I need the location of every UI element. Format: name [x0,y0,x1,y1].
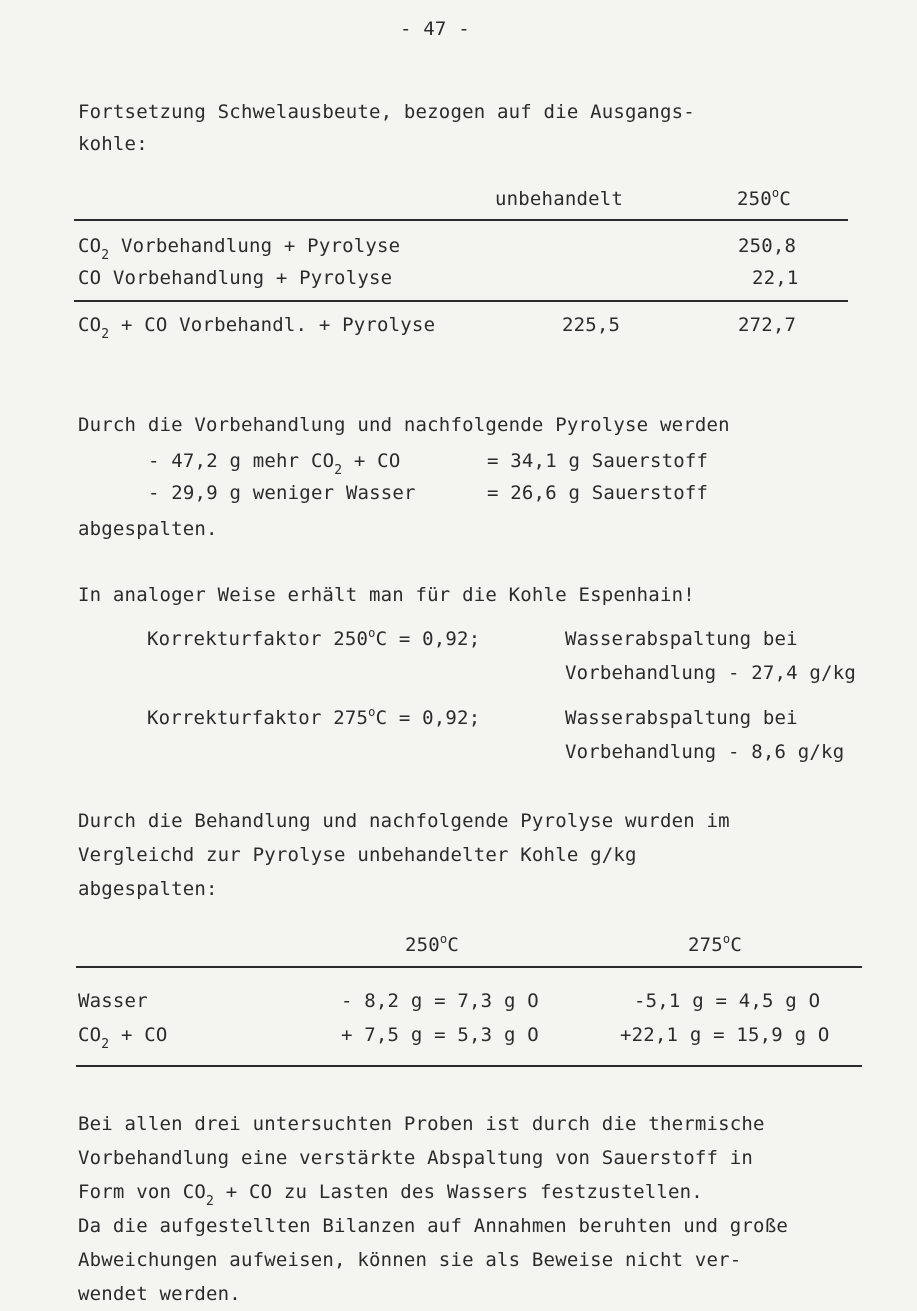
para4-line-4: Da die aufgestellten Bilanzen auf Annahmen beruhten und große [78,1215,788,1237]
korrektur-250-vorbehandlung: Vorbehandlung - 27,4 g/kg [565,662,856,684]
para3-line-1: Durch die Behandlung und nachfolgende Pyrolyse wurden im [78,810,730,832]
table2-row2-250: + 7,5 g = 5,3 g O [341,1024,539,1046]
korrektur-275-wasser: Wasserabspaltung bei [565,707,798,729]
para2-line-1: In analoger Weise erhält man für die Kohle Espenhain! [78,584,695,606]
table2-header-250: 250$^o$C [405,932,459,956]
para1-line-3: - 29,9 g weniger Wasser [148,482,416,504]
table1-row3-unbehandelt: 225,5 [562,314,621,336]
intro-line-1: Fortsetzung Schwelausbeute, bezogen auf die Ausgangs- [78,101,695,123]
korrektur-275-vorbehandlung: Vorbehandlung - 8,6 g/kg [565,741,845,763]
para4-line-1: Bei allen drei untersuchten Proben ist durch die thermische [78,1113,765,1135]
para4-line-3: Form von $CO_2$ + CO zu Lasten des Wassers festzustellen. [78,1181,703,1209]
para3-line-3: abgespalten: [78,878,218,900]
table2-rule-top [76,966,862,968]
intro-line-2: kohle: [78,133,148,155]
table1-row3-label: $CO_2$ + CO Vorbehandl. + Pyrolyse [78,314,436,342]
para1-line-4: abgespalten. [78,518,218,540]
table2-row1-275: -5,1 g = 4,5 g O [634,990,821,1012]
table1-rule-top [74,219,848,221]
table1-row1-250: 250,8 [738,235,797,257]
para1-line-1: Durch die Vorbehandlung und nachfolgende Pyrolyse werden [78,414,730,436]
page-number: - 47 - [400,18,470,40]
para1-line-3-value: = 26,6 g Sauerstoff [487,482,709,504]
table1-row2-label: CO Vorbehandlung + Pyrolyse [78,267,393,289]
table1-header-unbehandelt: unbehandelt [495,188,624,210]
para3-line-2: Vergleichd zur Pyrolyse unbehandelter Kohle g/kg [78,844,637,866]
para1-line-2: - 47,2 g mehr $CO_2$ + CO [148,450,401,478]
table1-row2-250: 22,1 [752,267,799,289]
table1-row1-label: $CO_2$ Vorbehandlung + Pyrolyse [78,235,401,263]
para1-line-2-value: = 34,1 g Sauerstoff [487,450,709,472]
korrektur-250-wasser: Wasserabspaltung bei [565,628,798,650]
table1-rule-mid [74,300,848,302]
table1-header-250: 250$^o$C [737,186,791,210]
table2-row2-275: +22,1 g = 15,9 g O [620,1024,830,1046]
korrektur-275: Korrekturfaktor $275^oC = 0,92$; [147,705,481,729]
table1-row3-250: 272,7 [738,314,797,336]
para4-line-2: Vorbehandlung eine verstärkte Abspaltung von Sauerstoff in [78,1147,754,1169]
para4-line-5: Abweichungen aufweisen, können sie als Beweise nicht ver- [78,1249,742,1271]
korrektur-250: Korrekturfaktor $250^oC = 0,92$; [147,626,481,650]
table2-row2-label: $CO_2$ + CO [78,1024,168,1052]
table2-row1-250: - 8,2 g = 7,3 g O [341,990,539,1012]
table2-row1-label: Wasser [78,990,148,1012]
table2-rule-bottom [76,1065,862,1067]
table2-header-275: 275$^o$C [688,932,742,956]
para4-line-6: wendet werden. [78,1283,241,1305]
